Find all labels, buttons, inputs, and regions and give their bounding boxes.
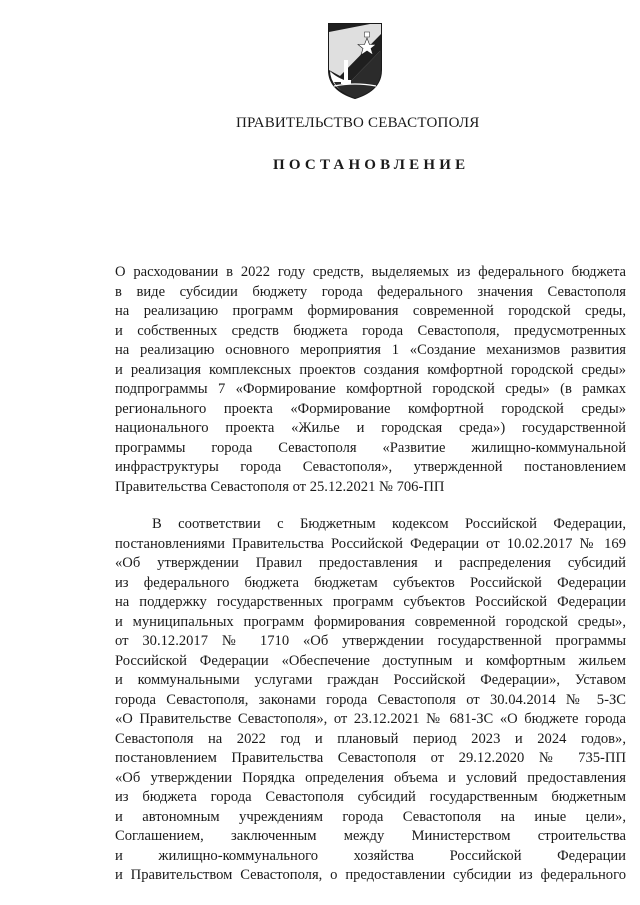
- body-line: от 30.12.2017 № 1710 «Об утверждении государственной программы: [115, 633, 626, 649]
- body-line: и автономным учреждениям города Севастополя на иные цели»,: [115, 808, 626, 825]
- title-line: инфраструктуры города Севастополя», утвержденной постановлением: [115, 459, 626, 475]
- body-line: В соответствии с Бюджетным кодексом Российской Федерации,: [152, 516, 626, 532]
- title-line: на реализацию программ формирования современной городской среды,: [115, 303, 626, 319]
- body-line: и жилищно-коммунального хозяйства Российской Федерации: [115, 847, 626, 864]
- title-line: О расходовании в 2022 году средств, выделяемых из федерального бюджета: [115, 264, 626, 280]
- coat-of-arms-icon: [326, 20, 384, 100]
- body-line: Соглашением, заключенным между Министерством строительства: [115, 828, 626, 844]
- title-line: программы города Севастополя «Развитие жилищно-коммунальной: [115, 439, 626, 456]
- title-line: и реализация комплексных проектов создания комфортной городской среды»: [115, 361, 626, 378]
- resolution-body: [115, 515, 626, 886]
- body-line: постановлением Правительства Севастополя от 29.12.2020 № 735-ПП: [115, 750, 626, 766]
- resolution-title: [115, 263, 626, 497]
- document-type-title: ПОСТАНОВЛЕНИЕ: [273, 157, 470, 173]
- body-line: из бюджета города Севастополя субсидий государственным бюджетным: [115, 789, 626, 805]
- title-line: регионального проекта «Формирование комфортной городской среды»: [115, 400, 626, 417]
- government-name: ПРАВИТЕЛЬСТВО СЕВАСТОПОЛЯ: [236, 115, 480, 131]
- body-line: и муниципальных программ формирования современной городской среды»,: [115, 613, 626, 630]
- body-line: «Об утверждении Порядка определения объема и условий предоставления: [115, 769, 626, 786]
- title-line: подпрограммы 7 «Формирование комфортной городской среды» (в рамках: [115, 381, 626, 397]
- title-line: на реализацию основного мероприятия 1 «Создание механизмов развития: [115, 342, 626, 358]
- body-line: «Об утверждении Правил предоставления и распределения субсидий: [115, 555, 626, 571]
- body-line: и коммунальными услугами граждан Российской Федерации», Уставом: [115, 672, 626, 688]
- body-line: Севастополя на 2022 год и плановый период 2023 и 2024 годов»,: [115, 730, 626, 747]
- title-line: в виде субсидии бюджету города федерального значения Севастополя: [115, 283, 626, 300]
- body-line: постановлениями Правительства Российской Федерации от 10.02.2017 № 169: [115, 535, 626, 552]
- title-line: национального проекта «Жилье и городская среда») государственной: [115, 420, 626, 436]
- body-line: Российской Федерации «Обеспечение доступным и комфортным жильем: [115, 652, 626, 669]
- body-line: и Правительством Севастополя, о предоставлении субсидии из федерального: [115, 867, 626, 883]
- body-line: из федерального бюджета бюджетам субъектов Российской Федерации: [115, 574, 626, 591]
- body-line: «О Правительстве Севастополя», от 23.12.2021 № 681-ЗС «О бюджете города: [115, 711, 626, 727]
- body-line: города Севастополя, законами города Севастополя от 30.04.2014 № 5-ЗС: [115, 691, 626, 708]
- title-line: Правительства Севастополя от 25.12.2021 № 706-ПП: [115, 478, 445, 495]
- body-line: на поддержку государственных программ субъектов Российской Федерации: [115, 594, 626, 610]
- title-line: и собственных средств бюджета города Севастополя, предусмотренных: [115, 322, 626, 339]
